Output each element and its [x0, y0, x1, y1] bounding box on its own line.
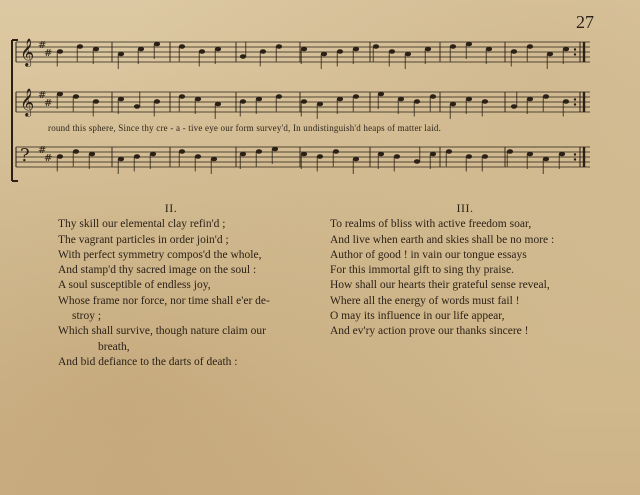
note-head: [154, 42, 160, 47]
note-head: [321, 52, 327, 57]
sharp-accidental: #: [38, 90, 47, 101]
verse-line: And live when earth and skies shall be no more :: [330, 233, 555, 246]
note-head: [527, 44, 533, 49]
note-head: [378, 152, 384, 157]
note-head: [195, 154, 201, 159]
bass-clef: ?: [20, 145, 30, 166]
note-head: [450, 102, 456, 107]
note-head: [89, 152, 95, 157]
sharp-accidental: #: [44, 48, 53, 59]
sharp-accidental: #: [44, 98, 53, 109]
repeat-dot: [574, 153, 576, 155]
verse-line: Author of good ! in vain our tongue essays: [330, 248, 527, 261]
verse-heading: III.: [456, 201, 474, 215]
note-head: [276, 44, 282, 49]
note-head: [414, 99, 420, 104]
verse-line: And ev'ry action prove our thanks sincere !: [330, 325, 529, 338]
note-head: [134, 154, 140, 159]
verse-line: breath,: [98, 340, 130, 353]
note-head: [77, 44, 83, 49]
note-head: [215, 47, 221, 52]
note-head: [543, 94, 549, 99]
page-number: 27: [576, 12, 594, 32]
note-head: [378, 92, 384, 97]
note-head: [317, 102, 323, 107]
treble-clef: 𝄞: [20, 88, 35, 116]
note-head: [118, 97, 124, 102]
note-head: [337, 97, 343, 102]
note-head: [446, 149, 452, 154]
note-head: [179, 94, 185, 99]
verse-heading: II.: [164, 201, 178, 215]
note-head: [256, 97, 262, 102]
note-head: [118, 157, 124, 162]
verse-line: With perfect symmetry compos'd the whole,: [58, 248, 262, 261]
repeat-dot: [574, 53, 576, 55]
note-head: [240, 152, 246, 157]
note-head: [405, 52, 411, 57]
note-head: [179, 149, 185, 154]
note-head: [466, 97, 472, 102]
note-head: [527, 97, 533, 102]
note-head: [150, 152, 156, 157]
note-head: [57, 154, 63, 159]
note-head: [301, 152, 307, 157]
treble-clef: 𝄞: [20, 38, 35, 66]
note-head: [353, 94, 359, 99]
note-head: [73, 94, 79, 99]
verse-line: And bid defiance to the darts of death :: [58, 355, 238, 368]
note-head: [240, 54, 246, 59]
note-head: [507, 149, 513, 154]
note-head: [394, 154, 400, 159]
verse-line: How shall our hearts their grateful sense reveal,: [330, 279, 550, 292]
verse-line: And stamp'd thy sacred image on the soul :: [58, 264, 257, 277]
note-head: [215, 102, 221, 107]
note-head: [450, 44, 456, 49]
sharp-accidental: #: [44, 153, 53, 164]
note-head: [272, 147, 278, 152]
note-head: [211, 157, 217, 162]
verse-line: stroy ;: [72, 310, 102, 323]
note-head: [301, 47, 307, 52]
note-head: [57, 92, 63, 97]
verse-line: Which shall survive, though nature claim our: [58, 325, 266, 338]
note-head: [276, 94, 282, 99]
note-head: [559, 152, 565, 157]
note-head: [430, 152, 436, 157]
verse-line: A soul susceptible of endless joy,: [58, 279, 211, 292]
note-head: [547, 52, 553, 57]
note-head: [414, 159, 420, 164]
note-head: [466, 42, 472, 47]
note-head: [256, 149, 262, 154]
note-head: [482, 99, 488, 104]
note-head: [486, 47, 492, 52]
note-head: [57, 49, 63, 54]
note-head: [466, 154, 472, 159]
repeat-dot: [574, 158, 576, 160]
note-head: [389, 49, 395, 54]
verse-line: O may its influence in our life appear,: [330, 310, 505, 323]
verse-line: The vagrant particles in order join'd ;: [58, 233, 229, 246]
note-head: [134, 104, 140, 109]
note-head: [240, 99, 246, 104]
note-head: [93, 47, 99, 52]
note-head: [563, 99, 569, 104]
verse-2: [58, 201, 308, 370]
music-lyric-line: round this sphere, Since thy cre - a - tive eye our form survey'd, In undistinguish'd heaps of matter laid.: [48, 123, 442, 133]
verse-line: To realms of bliss with active freedom soar,: [330, 218, 532, 231]
note-head: [511, 49, 517, 54]
note-head: [482, 154, 488, 159]
note-head: [527, 152, 533, 157]
note-head: [73, 149, 79, 154]
note-head: [93, 99, 99, 104]
note-head: [195, 97, 201, 102]
verse-line: Where all the energy of words must fail !: [330, 294, 520, 307]
note-head: [353, 157, 359, 162]
note-head: [317, 154, 323, 159]
note-head: [353, 47, 359, 52]
note-head: [398, 97, 404, 102]
verse-line: Whose frame nor force, nor time shall e'er de-: [58, 294, 270, 307]
note-head: [138, 47, 144, 52]
note-head: [199, 49, 205, 54]
note-head: [337, 49, 343, 54]
note-head: [154, 99, 160, 104]
musical-score: [0, 0, 640, 200]
note-head: [511, 104, 517, 109]
note-head: [430, 94, 436, 99]
note-head: [425, 47, 431, 52]
note-head: [563, 47, 569, 52]
note-head: [333, 149, 339, 154]
sharp-accidental: #: [38, 40, 47, 51]
repeat-dot: [574, 48, 576, 50]
repeat-dot: [574, 103, 576, 105]
verse-line: Thy skill our elemental clay refin'd ;: [58, 218, 226, 231]
note-head: [118, 52, 124, 57]
sharp-accidental: #: [38, 145, 47, 156]
note-head: [301, 99, 307, 104]
verse-line: For this immortal gift to sing thy praise.: [330, 264, 514, 277]
note-head: [179, 44, 185, 49]
note-head: [260, 49, 266, 54]
verse-3: [330, 201, 630, 340]
note-head: [543, 157, 549, 162]
repeat-dot: [574, 98, 576, 100]
note-head: [373, 44, 379, 49]
